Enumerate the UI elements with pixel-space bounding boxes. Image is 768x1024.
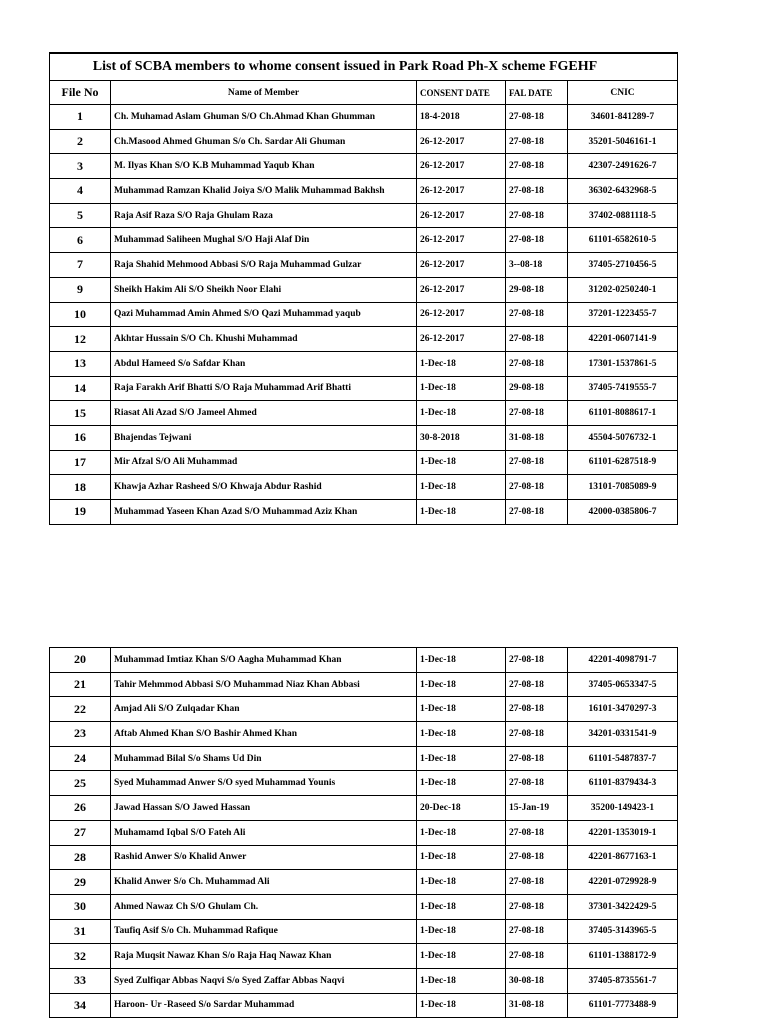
consent-date-cell: 1-Dec-18 bbox=[417, 820, 506, 845]
table-row bbox=[50, 129, 678, 154]
table-row bbox=[50, 722, 678, 747]
member-name-cell: Muhammad Saliheen Mughal S/O Haji Alaf Din bbox=[111, 228, 417, 253]
table-body-page-1 bbox=[50, 105, 678, 525]
consent-date-cell: 1-Dec-18 bbox=[417, 870, 506, 895]
cnic-cell: 42201-0607141-9 bbox=[568, 327, 678, 352]
consent-date-cell: 1-Dec-18 bbox=[417, 845, 506, 870]
header-consent-date: CONSENT DATE bbox=[417, 81, 506, 105]
cnic-cell: 37402-0881118-5 bbox=[568, 203, 678, 228]
table-row bbox=[50, 993, 678, 1018]
header-name: Name of Member bbox=[111, 81, 417, 105]
consent-date-cell: 1-Dec-18 bbox=[417, 500, 506, 525]
consent-date-cell: 1-Dec-18 bbox=[417, 746, 506, 771]
member-name-cell: Muhammad Yaseen Khan Azad S/O Muhammad Aziz Khan bbox=[111, 500, 417, 525]
consent-date-cell: 20-Dec-18 bbox=[417, 796, 506, 821]
fal-date-cell: 27-08-18 bbox=[506, 894, 568, 919]
table-row bbox=[50, 870, 678, 895]
file-no-cell: 21 bbox=[50, 672, 111, 697]
table-row bbox=[50, 425, 678, 450]
file-no-cell: 14 bbox=[50, 376, 111, 401]
consent-date-cell: 1-Dec-18 bbox=[417, 697, 506, 722]
table-row bbox=[50, 968, 678, 993]
member-name-cell: Rashid Anwer S/o Khalid Anwer bbox=[111, 845, 417, 870]
consent-date-cell: 18-4-2018 bbox=[417, 105, 506, 130]
consent-date-cell: 26-12-2017 bbox=[417, 327, 506, 352]
file-no-cell: 7 bbox=[50, 253, 111, 278]
fal-date-cell: 27-08-18 bbox=[506, 179, 568, 204]
cnic-cell: 37405-0653347-5 bbox=[568, 672, 678, 697]
members-table-page-1 bbox=[49, 52, 678, 525]
file-no-cell: 1 bbox=[50, 105, 111, 130]
fal-date-cell: 27-08-18 bbox=[506, 722, 568, 747]
file-no-cell: 13 bbox=[50, 351, 111, 376]
fal-date-cell: 27-08-18 bbox=[506, 919, 568, 944]
member-name-cell: Muhamamd Iqbal S/O Fateh Ali bbox=[111, 820, 417, 845]
table-row bbox=[50, 845, 678, 870]
fal-date-cell: 31-08-18 bbox=[506, 425, 568, 450]
file-no-cell: 3 bbox=[50, 154, 111, 179]
file-no-cell: 2 bbox=[50, 129, 111, 154]
cnic-cell: 61101-6582610-5 bbox=[568, 228, 678, 253]
consent-date-cell: 26-12-2017 bbox=[417, 129, 506, 154]
consent-date-cell: 1-Dec-18 bbox=[417, 968, 506, 993]
file-no-cell: 23 bbox=[50, 722, 111, 747]
member-name-cell: Muhammad Bilal S/o Shams Ud Din bbox=[111, 746, 417, 771]
consent-date-cell: 1-Dec-18 bbox=[417, 672, 506, 697]
fal-date-cell: 27-08-18 bbox=[506, 475, 568, 500]
member-name-cell: Raja Asif Raza S/O Raja Ghulam Raza bbox=[111, 203, 417, 228]
fal-date-cell: 27-08-18 bbox=[506, 351, 568, 376]
member-name-cell: M. Ilyas Khan S/O K.B Muhammad Yaqub Khan bbox=[111, 154, 417, 179]
cnic-cell: 37201-1223455-7 bbox=[568, 302, 678, 327]
fal-date-cell: 27-08-18 bbox=[506, 944, 568, 969]
fal-date-cell: 27-08-18 bbox=[506, 672, 568, 697]
fal-date-cell: 27-08-18 bbox=[506, 771, 568, 796]
consent-date-cell: 26-12-2017 bbox=[417, 253, 506, 278]
file-no-cell: 25 bbox=[50, 771, 111, 796]
consent-date-cell: 26-12-2017 bbox=[417, 154, 506, 179]
consent-date-cell: 30-8-2018 bbox=[417, 425, 506, 450]
cnic-cell: 35201-5046161-1 bbox=[568, 129, 678, 154]
cnic-cell: 61101-7773488-9 bbox=[568, 993, 678, 1018]
member-name-cell: Jawad Hassan S/O Jawed Hassan bbox=[111, 796, 417, 821]
table-row bbox=[50, 327, 678, 352]
table-body-page-2 bbox=[50, 648, 678, 1018]
file-no-cell: 16 bbox=[50, 425, 111, 450]
table-row bbox=[50, 450, 678, 475]
consent-date-cell: 26-12-2017 bbox=[417, 277, 506, 302]
consent-date-cell: 1-Dec-18 bbox=[417, 648, 506, 673]
table-row bbox=[50, 771, 678, 796]
member-name-cell: Ch.Masood Ahmed Ghuman S/o Ch. Sardar Ali Ghuman bbox=[111, 129, 417, 154]
member-name-cell: Aftab Ahmed Khan S/O Bashir Ahmed Khan bbox=[111, 722, 417, 747]
member-name-cell: Syed Muhammad Anwer S/O syed Muhammad Younis bbox=[111, 771, 417, 796]
file-no-cell: 5 bbox=[50, 203, 111, 228]
table-row bbox=[50, 376, 678, 401]
member-name-cell: Mir Afzal S/O Ali Muhammad bbox=[111, 450, 417, 475]
member-name-cell: Taufiq Asif S/o Ch. Muhammad Rafique bbox=[111, 919, 417, 944]
cnic-cell: 13101-7085089-9 bbox=[568, 475, 678, 500]
file-no-cell: 31 bbox=[50, 919, 111, 944]
file-no-cell: 33 bbox=[50, 968, 111, 993]
member-name-cell: Khawja Azhar Rasheed S/O Khwaja Abdur Rashid bbox=[111, 475, 417, 500]
file-no-cell: 19 bbox=[50, 500, 111, 525]
table-row bbox=[50, 820, 678, 845]
file-no-cell: 12 bbox=[50, 327, 111, 352]
consent-date-cell: 1-Dec-18 bbox=[417, 376, 506, 401]
table-row bbox=[50, 228, 678, 253]
fal-date-cell: 31-08-18 bbox=[506, 993, 568, 1018]
member-name-cell: Raja Muqsit Nawaz Khan S/o Raja Haq Nawaz Khan bbox=[111, 944, 417, 969]
member-name-cell: Ch. Muhamad Aslam Ghuman S/O Ch.Ahmad Khan Ghumman bbox=[111, 105, 417, 130]
table-row bbox=[50, 944, 678, 969]
consent-date-cell: 1-Dec-18 bbox=[417, 475, 506, 500]
consent-date-cell: 1-Dec-18 bbox=[417, 401, 506, 426]
cnic-cell: 42307-2491626-7 bbox=[568, 154, 678, 179]
member-name-cell: Amjad Ali S/O Zulqadar Khan bbox=[111, 697, 417, 722]
cnic-cell: 42201-4098791-7 bbox=[568, 648, 678, 673]
column-header-row bbox=[50, 81, 678, 105]
table-row bbox=[50, 500, 678, 525]
cnic-cell: 42000-0385806-7 bbox=[568, 500, 678, 525]
cnic-cell: 17301-1537861-5 bbox=[568, 351, 678, 376]
file-no-cell: 6 bbox=[50, 228, 111, 253]
table-row bbox=[50, 648, 678, 673]
cnic-cell: 45504-5076732-1 bbox=[568, 425, 678, 450]
member-name-cell: Muhammad Ramzan Khalid Joiya S/O Malik Muhammad Bakhsh bbox=[111, 179, 417, 204]
consent-date-cell: 26-12-2017 bbox=[417, 302, 506, 327]
consent-date-cell: 1-Dec-18 bbox=[417, 894, 506, 919]
fal-date-cell: 27-08-18 bbox=[506, 401, 568, 426]
member-name-cell: Muhammad Imtiaz Khan S/O Aagha Muhammad Khan bbox=[111, 648, 417, 673]
cnic-cell: 37405-2710456-5 bbox=[568, 253, 678, 278]
fal-date-cell: 27-08-18 bbox=[506, 302, 568, 327]
cnic-cell: 37405-7419555-7 bbox=[568, 376, 678, 401]
consent-date-cell: 26-12-2017 bbox=[417, 203, 506, 228]
file-no-cell: 18 bbox=[50, 475, 111, 500]
fal-date-cell: 27-08-18 bbox=[506, 154, 568, 179]
file-no-cell: 22 bbox=[50, 697, 111, 722]
file-no-cell: 24 bbox=[50, 746, 111, 771]
cnic-cell: 36302-6432968-5 bbox=[568, 179, 678, 204]
file-no-cell: 30 bbox=[50, 894, 111, 919]
member-name-cell: Akhtar Hussain S/O Ch. Khushi Muhammad bbox=[111, 327, 417, 352]
header-file-no: File No bbox=[50, 81, 111, 105]
fal-date-cell: 27-08-18 bbox=[506, 820, 568, 845]
cnic-cell: 42201-1353019-1 bbox=[568, 820, 678, 845]
fal-date-cell: 27-08-18 bbox=[506, 500, 568, 525]
consent-date-cell: 26-12-2017 bbox=[417, 179, 506, 204]
fal-date-cell: 15-Jan-19 bbox=[506, 796, 568, 821]
member-name-cell: Bhajendas Tejwani bbox=[111, 425, 417, 450]
member-name-cell: Ahmed Nawaz Ch S/O Ghulam Ch. bbox=[111, 894, 417, 919]
table-row bbox=[50, 351, 678, 376]
fal-date-cell: 27-08-18 bbox=[506, 327, 568, 352]
consent-date-cell: 26-12-2017 bbox=[417, 228, 506, 253]
table-row bbox=[50, 203, 678, 228]
member-name-cell: Abdul Hameed S/o Safdar Khan bbox=[111, 351, 417, 376]
consent-date-cell: 1-Dec-18 bbox=[417, 722, 506, 747]
file-no-cell: 27 bbox=[50, 820, 111, 845]
fal-date-cell: 27-08-18 bbox=[506, 845, 568, 870]
header-fal-date: FAL DATE bbox=[506, 81, 568, 105]
fal-date-cell: 27-08-18 bbox=[506, 450, 568, 475]
cnic-cell: 42201-8677163-1 bbox=[568, 845, 678, 870]
consent-date-cell: 1-Dec-18 bbox=[417, 771, 506, 796]
table-row bbox=[50, 154, 678, 179]
members-table-page-2 bbox=[49, 647, 678, 1018]
fal-date-cell: 27-08-18 bbox=[506, 648, 568, 673]
fal-date-cell: 29-08-18 bbox=[506, 277, 568, 302]
fal-date-cell: 29-08-18 bbox=[506, 376, 568, 401]
cnic-cell: 37301-3422429-5 bbox=[568, 894, 678, 919]
file-no-cell: 4 bbox=[50, 179, 111, 204]
document-title: List of SCBA members to whome consent issued in Park Road Ph-X scheme FGEHF bbox=[50, 53, 678, 81]
table-row bbox=[50, 919, 678, 944]
file-no-cell: 9 bbox=[50, 277, 111, 302]
member-name-cell: Syed Zulfiqar Abbas Naqvi S/o Syed Zaffar Abbas Naqvi bbox=[111, 968, 417, 993]
cnic-cell: 61101-5487837-7 bbox=[568, 746, 678, 771]
fal-date-cell: 27-08-18 bbox=[506, 746, 568, 771]
cnic-cell: 61101-6287518-9 bbox=[568, 450, 678, 475]
cnic-cell: 61101-1388172-9 bbox=[568, 944, 678, 969]
fal-date-cell: 27-08-18 bbox=[506, 105, 568, 130]
member-name-cell: Tahir Mehmmod Abbasi S/O Muhammad Niaz Khan Abbasi bbox=[111, 672, 417, 697]
table-row bbox=[50, 796, 678, 821]
consent-date-cell: 1-Dec-18 bbox=[417, 919, 506, 944]
cnic-cell: 37405-3143965-5 bbox=[568, 919, 678, 944]
file-no-cell: 29 bbox=[50, 870, 111, 895]
cnic-cell: 42201-0729928-9 bbox=[568, 870, 678, 895]
cnic-cell: 61101-8088617-1 bbox=[568, 401, 678, 426]
file-no-cell: 34 bbox=[50, 993, 111, 1018]
table-row bbox=[50, 672, 678, 697]
fal-date-cell: 27-08-18 bbox=[506, 129, 568, 154]
table-row bbox=[50, 697, 678, 722]
fal-date-cell: 27-08-18 bbox=[506, 697, 568, 722]
file-no-cell: 26 bbox=[50, 796, 111, 821]
table-row bbox=[50, 179, 678, 204]
member-name-cell: Riasat Ali Azad S/O Jameel Ahmed bbox=[111, 401, 417, 426]
consent-date-cell: 1-Dec-18 bbox=[417, 944, 506, 969]
fal-date-cell: 3--08-18 bbox=[506, 253, 568, 278]
file-no-cell: 17 bbox=[50, 450, 111, 475]
header-cnic: CNIC bbox=[568, 81, 678, 105]
member-name-cell: Khalid Anwer S/o Ch. Muhammad Ali bbox=[111, 870, 417, 895]
member-name-cell: Raja Shahid Mehmood Abbasi S/O Raja Muhammad Gulzar bbox=[111, 253, 417, 278]
member-name-cell: Sheikh Hakim Ali S/O Sheikh Noor Elahi bbox=[111, 277, 417, 302]
cnic-cell: 34201-0331541-9 bbox=[568, 722, 678, 747]
table-row bbox=[50, 253, 678, 278]
member-name-cell: Haroon- Ur -Raseed S/o Sardar Muhammad bbox=[111, 993, 417, 1018]
file-no-cell: 15 bbox=[50, 401, 111, 426]
table-row bbox=[50, 475, 678, 500]
cnic-cell: 35200-149423-1 bbox=[568, 796, 678, 821]
cnic-cell: 37405-8735561-7 bbox=[568, 968, 678, 993]
table-row bbox=[50, 302, 678, 327]
member-name-cell: Qazi Muhammad Amin Ahmed S/O Qazi Muhammad yaqub bbox=[111, 302, 417, 327]
file-no-cell: 28 bbox=[50, 845, 111, 870]
consent-date-cell: 1-Dec-18 bbox=[417, 351, 506, 376]
cnic-cell: 61101-8379434-3 bbox=[568, 771, 678, 796]
consent-date-cell: 1-Dec-18 bbox=[417, 993, 506, 1018]
cnic-cell: 16101-3470297-3 bbox=[568, 697, 678, 722]
fal-date-cell: 27-08-18 bbox=[506, 203, 568, 228]
cnic-cell: 31202-0250240-1 bbox=[568, 277, 678, 302]
fal-date-cell: 27-08-18 bbox=[506, 870, 568, 895]
file-no-cell: 20 bbox=[50, 648, 111, 673]
table-row bbox=[50, 894, 678, 919]
fal-date-cell: 27-08-18 bbox=[506, 228, 568, 253]
consent-date-cell: 1-Dec-18 bbox=[417, 450, 506, 475]
table-row bbox=[50, 746, 678, 771]
member-name-cell: Raja Farakh Arif Bhatti S/O Raja Muhammad Arif Bhatti bbox=[111, 376, 417, 401]
file-no-cell: 32 bbox=[50, 944, 111, 969]
table-row bbox=[50, 277, 678, 302]
table-row bbox=[50, 105, 678, 130]
file-no-cell: 10 bbox=[50, 302, 111, 327]
fal-date-cell: 30-08-18 bbox=[506, 968, 568, 993]
cnic-cell: 34601-841289-7 bbox=[568, 105, 678, 130]
table-row bbox=[50, 401, 678, 426]
